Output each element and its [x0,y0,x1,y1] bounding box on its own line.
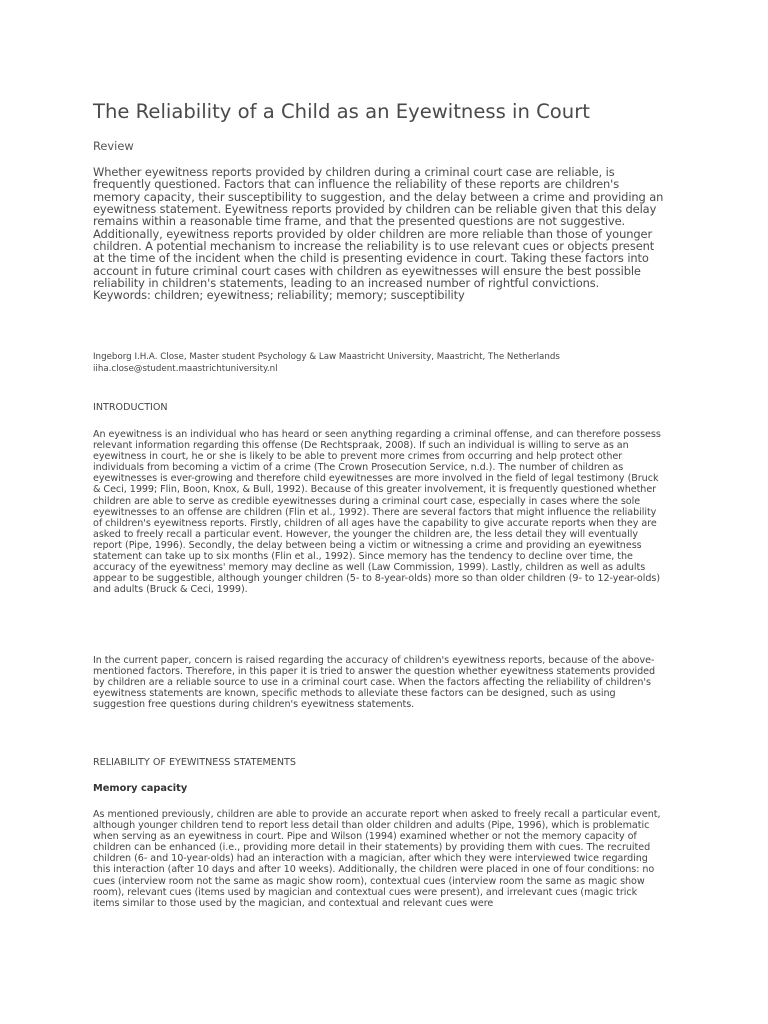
memory-capacity-paragraph: As mentioned previously, children are able to provide an accurate report when asked to freely recall a particular event, although younger children tend to report less detail than older children and adults (Pipe, 1996), which is problematic when serving as an eyewitness in court. Pipe and Wilson (1994) examined whether or not the memory capacity of children can be enhanced (i.e., providing more detail in their statements) by providing them with cues. The recruited children (6- and 10-year-olds) had an interaction with a magician, after which they were interviewed twice regarding this interaction (after 10 days and after 10 weeks). Additionally, the children were placed in one of four conditions: no cues (interview room not the same as magic show room), contextual cues (interview room the same as magic show room), relevant cues (items used by magician and contextual cues were present), and irrelevant cues (magic trick items similar to those used by the magician, and contextual and relevant cues were [93,809,661,909]
intro-paragraph-1: An eyewitness is an individual who has heard or seen anything regarding a criminal offense, and can therefore possess relevant information regarding this offense (De Rechtspraak, 2008). If such an individual is willing to serve as an eyewitness in court, he or she is likely to be able to prevent more crimes from occurring and help protect other individuals from becoming a victim of a crime (The Crown Prosecution Service, n.d.). The number of children as eyewitnesses is ever-growing and therefore child eyewitnesses are more involved in the field of legal testimony (Bruck & Ceci, 1999; Flin, Boon, Knox, & Bull, 1992). Because of this greater involvement, it is frequently questioned whether children are able to serve as credible eyewitnesses during a criminal court case, especially in cases where the sole eyewitnesses to an offense are children (Flin et al., 1992). There are several factors that might influence the reliability of children's eyewitness reports. Firstly, children of all ages have the capability to give accurate reports when they are asked to freely recall a particular event. However, the younger the children are, the less detail they will eventually report (Pipe, 1996). Secondly, the delay between being a victim or witnessing a crime and providing an eyewitness statement can take up to six months (Flin et al., 1992). Since memory has the tendency to decline over time, the accuracy of the eyewitness' memory may decline as well (Law Commission, 1999). Lastly, children as well as adults appear to be suggestible, although younger children (5- to 8-year-olds) more so than older children (9- to 12-year-olds) and adults (Bruck & Ceci, 1999). [93,429,661,596]
intro-paragraph-2: In the current paper, concern is raised regarding the accuracy of children's eyewitness reports, because of the above-mentioned factors. Therefore, in this paper it is tried to answer the question whether eyewitness statements provided by children are a reliable source to use in a criminal court case. When the factors affecting the reliability of children's eyewitness statements are known, specific methods to alleviate these factors can be designed, such as using suggestion free questions during children's eyewitness statements. [93,655,656,711]
document-title: The Reliability of a Child as an Eyewitness in Court [93,100,590,123]
section-heading-reliability: RELIABILITY OF EYEWITNESS STATEMENTS [93,757,296,768]
author-email: iiha.close@student.maastrichtuniversity.nl [93,364,278,374]
keywords: Keywords: children; eyewitness; reliability; memory; susceptibility [93,288,465,303]
abstract-text: Whether eyewitness reports provided by children during a criminal court case are reliable, is frequently questioned. Factors that can influence the reliability of these reports are children's memory capacity, their susceptibility to suggestion, and the delay between a crime and providing an eyewitness statement. Eyewitness reports provided by children can be reliable given that this delay remains within a reasonable time frame, and that the presented questions are not suggestive. Additionally, eyewitness reports provided by older children are more reliable than those of younger children. A potential mechanism to increase the reliability is to use relevant cues or objects present at the time of the incident when the child is presenting evidence in court. Taking these factors into account in future criminal court cases with children as eyewitnesses will ensure the best possible reliability in children's statements, leading to an increased number of rightful convictions. [93,165,664,291]
section-heading-introduction: INTRODUCTION [93,402,168,413]
subheading-memory-capacity: Memory capacity [93,783,188,794]
author-info [93,351,693,375]
article-type-label: Review [93,139,134,153]
abstract [93,166,665,302]
author-affiliation: Ingeborg I.H.A. Close, Master student Psychology & Law Maastricht University, Maastricht, The Netherlands [93,352,560,362]
